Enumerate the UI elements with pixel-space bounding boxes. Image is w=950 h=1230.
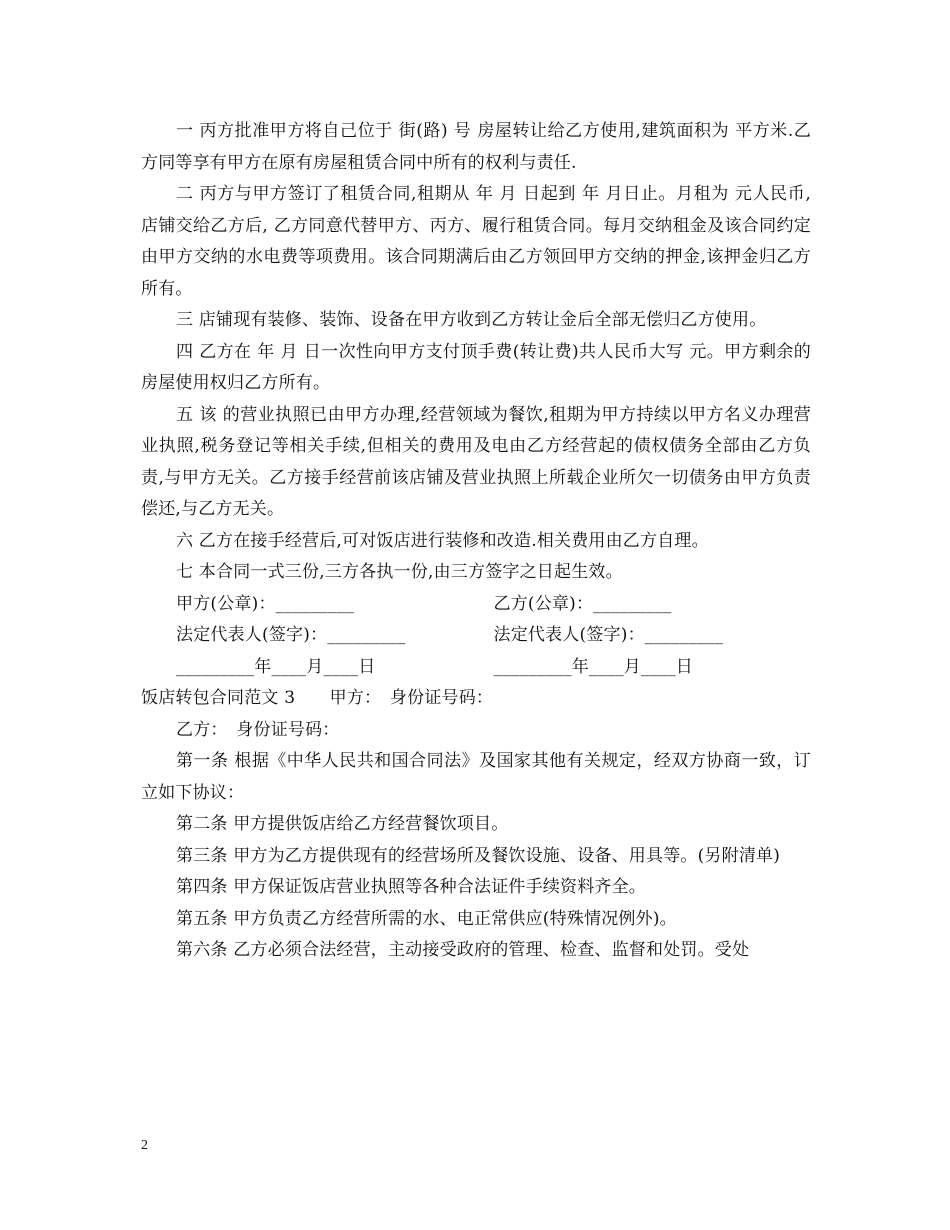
party-a-representative: 法定代表人(签字)：_________ [176, 625, 406, 645]
signature-row-representative [141, 620, 811, 652]
clause-3: 三 店铺现有装修、装饰、设备在甲方收到乙方转让金后全部无偿归乙方使用。 [176, 310, 767, 330]
clause-1: 一 丙方批准甲方将自己位于 街(路) 号 房屋转让给乙方使用,建筑面积为 平方米.乙方同等享有甲方在原有房屋租赁合同中所有的权利与责任. [141, 121, 811, 173]
article-6: 第六条 乙方必须合法经营，主动接受政府的管理、检查、监督和处罚。受处 [176, 940, 750, 960]
party-b-id-line: 乙方： 身份证号码： [176, 719, 340, 740]
section-heading: 饭店转包合同范文 3 甲方： 身份证号码： [141, 688, 494, 708]
clause-5: 五 该 的营业执照已由甲方办理,经营领域为餐饮,租期为甲方持续以甲方名义办理营业执照,税务登记等相关手续,但相关的费用及电由乙方经营起的债权债务全部由乙方负责,与甲方无关。乙方接手经营前该店铺及营业执照上所载企业所欠一切债务由甲方负责偿还,与乙方无关。 [141, 404, 811, 519]
article-1: 第一条 根据《中华人民共和国合同法》及国家其他有关规定，经双方协商一致，订立如下协议： [141, 751, 811, 803]
signature-row-seal [141, 589, 811, 621]
article-3: 第三条 甲方为乙方提供现有的经营场所及餐饮设施、设备、用具等。(另附清单) [176, 845, 781, 866]
article-2: 第二条 甲方提供饭店给乙方经营餐饮项目。 [176, 814, 509, 834]
article-5: 第五条 甲方负责乙方经营所需的水、电正常供应(特殊情况例外)。 [176, 908, 677, 929]
party-a-seal: 甲方(公章)：_________ [176, 593, 354, 614]
page-number: 2 [141, 1138, 148, 1153]
party-b-seal: 乙方(公章)：_________ [493, 593, 672, 614]
article-4: 第四条 甲方保证饭店营业执照等各种合法证件手续资料齐全。 [176, 877, 647, 897]
clause-4: 四 乙方在 年 月 日一次性向甲方支付顶手费(转让费)共人民币大写 元。甲方剩余的房屋使用权归乙方所有。 [141, 341, 811, 393]
party-b-representative: 法定代表人(签字)：_________ [493, 625, 724, 645]
clause-6: 六 乙方在接手经营后,可对饭店进行装修和改造.相关费用由乙方自理。 [176, 530, 709, 551]
party-b-date: _________年____月____日 [493, 656, 693, 677]
document-body [141, 116, 811, 967]
clause-7: 七 本合同一式三份,三方各执一份,由三方签字之日起生效。 [176, 562, 623, 582]
party-a-date: _________年____月____日 [176, 656, 376, 677]
signature-row-date [141, 652, 811, 684]
clause-2: 二 丙方与甲方签订了租赁合同,租期从 年 月 日起到 年 月日止。月租为 元人民币, 店铺交给乙方后, 乙方同意代替甲方、丙方、履行租赁合同。每月交纳租金及该合同约定由甲方交纳的水电费等项费用。该合同期满后由乙方领回甲方交纳的押金,该押金归乙方所有。 [141, 184, 811, 299]
